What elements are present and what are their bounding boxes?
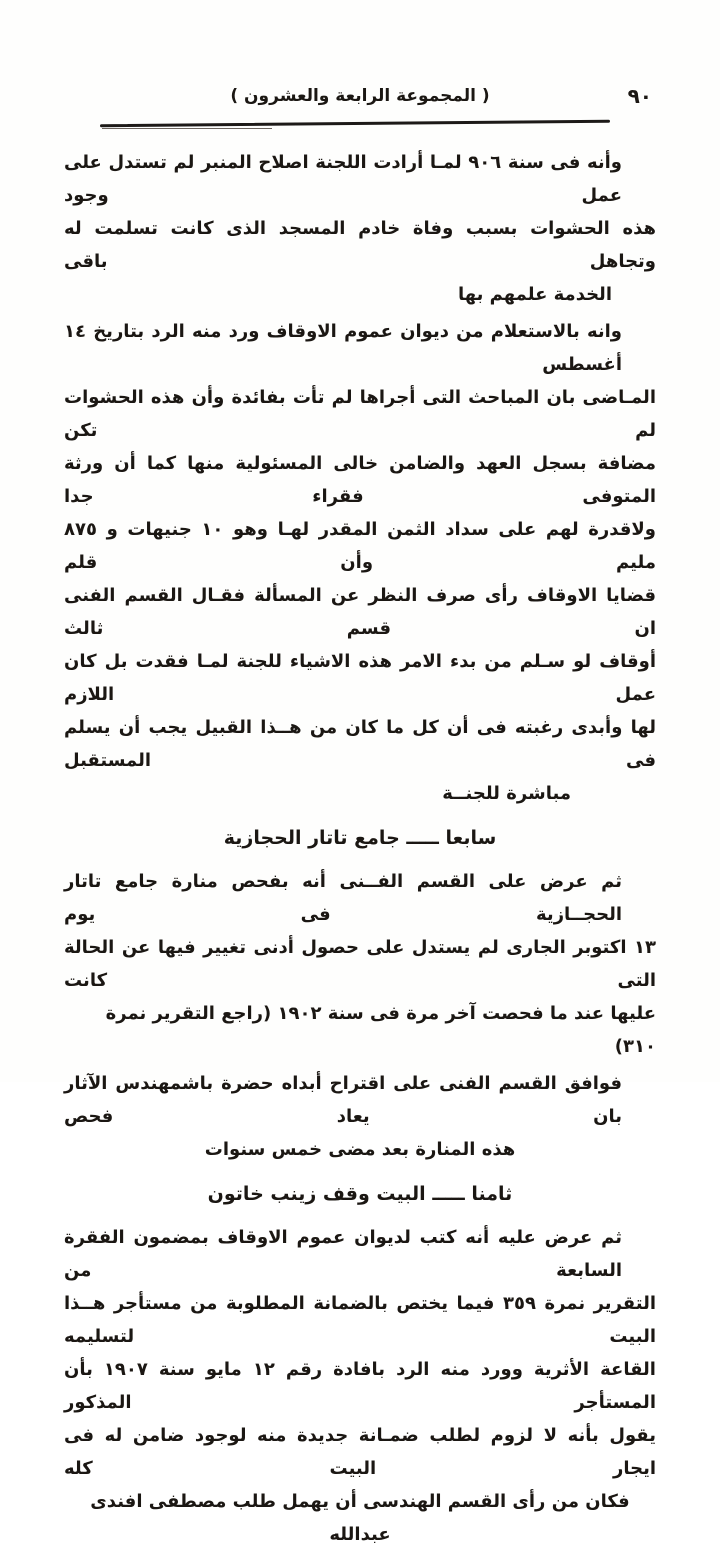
header-rule-echo — [102, 128, 272, 129]
text-line: وأنه فى سنة ٩٠٦ لمـا أرادت اللجنة اصلاح المنبر لم تستدل على عمل وجود — [64, 152, 623, 206]
heading-eighth-zeinab-khatoun-house: ثامنا ـــــ البيت وقف زينب خاتون — [207, 1183, 513, 1205]
text-line: ١٣ اكتوبر الجارى لم يستدل على حصول أدنى تغيير فيها عن الحالة التى كانت — [64, 937, 656, 991]
text-line: الخدمة علمهم بها — [457, 284, 612, 305]
heading-seventh-tatar-alhegazia-mosque: سابعا ـــــ جامع تاتار الحجازية — [223, 827, 497, 849]
text-line: يقول بأنه لا لزوم لطلب ضمـانة جديدة منه لوجود ضامن له فى ايجار البيت كله — [64, 1425, 656, 1479]
text-line: لها وأبدى رغبته فى أن كل ما كان من هــذا القبيل يجب أن يسلم فى المستقبل — [64, 717, 656, 771]
header-rule — [100, 120, 610, 127]
text-line: التقرير نمرة ٣٥٩ فيما يختص بالضمانة المطلوبة من مستأجر هــذا البيت لتسليمه — [64, 1293, 656, 1347]
text-line: المـاضى بان المباحث التى أجراها لم تأت بفائدة وأن هذه الحشوات لم تكن — [64, 387, 656, 441]
text-line: ثم عرض عليه أنه كتب لديوان عموم الاوقاف بمضمون الفقرة السابعة من — [64, 1227, 622, 1281]
para-minbar-repair — [64, 146, 656, 311]
text-line: ولاقدرة لهم على سداد الثمن المقدر لهـا وهو ١٠ جنيهات و ٨٧٥ مليم وأن قلم — [64, 519, 656, 573]
text-line: هذه المنارة بعد مضى خمس سنوات — [204, 1139, 516, 1160]
text-line: أوقاف لو سـلم من بدء الامر هذه الاشياء للجنة لمـا فقدت بل كان عمل اللازم — [64, 651, 656, 705]
text-line: مضافة بسجل العهد والضامن خالى المسئولية منها كما أن ورثة المتوفى فقراء جدا — [64, 453, 656, 507]
page-body — [64, 146, 656, 1555]
text-line: ثم عرض على القسم الفــنى أنه بفحص منارة جامع تاتار الحجــازية فى يوم — [64, 871, 622, 925]
text-line: عليها عند ما فحصت آخر مرة فى سنة ١٩٠٢ (راجع التقرير نمرة ٣١٠) — [105, 1003, 656, 1057]
text-line: فوافق القسم الفنى على اقتراح أبداه حضرة باشمهندس الآثار بان يعاد فحص — [64, 1073, 622, 1127]
running-title: ( المجموعة الرابعة والعشرون ) — [230, 86, 490, 106]
para-zeinab-khatoun-guarantee — [64, 1221, 656, 1551]
para-minaret-inspection — [64, 865, 656, 1063]
text-line: وانه بالاستعلام من ديوان عموم الاوقاف ورد منه الرد بتاريخ ١٤ أغسطس — [64, 321, 622, 375]
text-line: القاعة الأثرية وورد منه الرد بافادة رقم ١٢ مايو سنة ١٩٠٧ بأن المستأجر المذكور — [64, 1359, 656, 1413]
page-number: ٩٠ — [627, 84, 652, 108]
para-awqaf-inquiry — [64, 315, 656, 810]
para-reinspection-decision — [64, 1067, 656, 1166]
text-line: قضايا الاوقاف رأى صرف النظر عن المسألة فقـال القسم الفنى ان قسم ثالث — [64, 585, 656, 639]
text-line: فكان من رأى القسم الهندسى أن يهمل طلب مصطفى افندى عبدالله — [90, 1491, 630, 1545]
text-line: مباشرة للجنــة — [442, 783, 571, 804]
text-line: هذه الحشوات بسبب وفاة خادم المسجد الذى كانت تسلمت له وتجاهل باقى — [64, 218, 656, 272]
